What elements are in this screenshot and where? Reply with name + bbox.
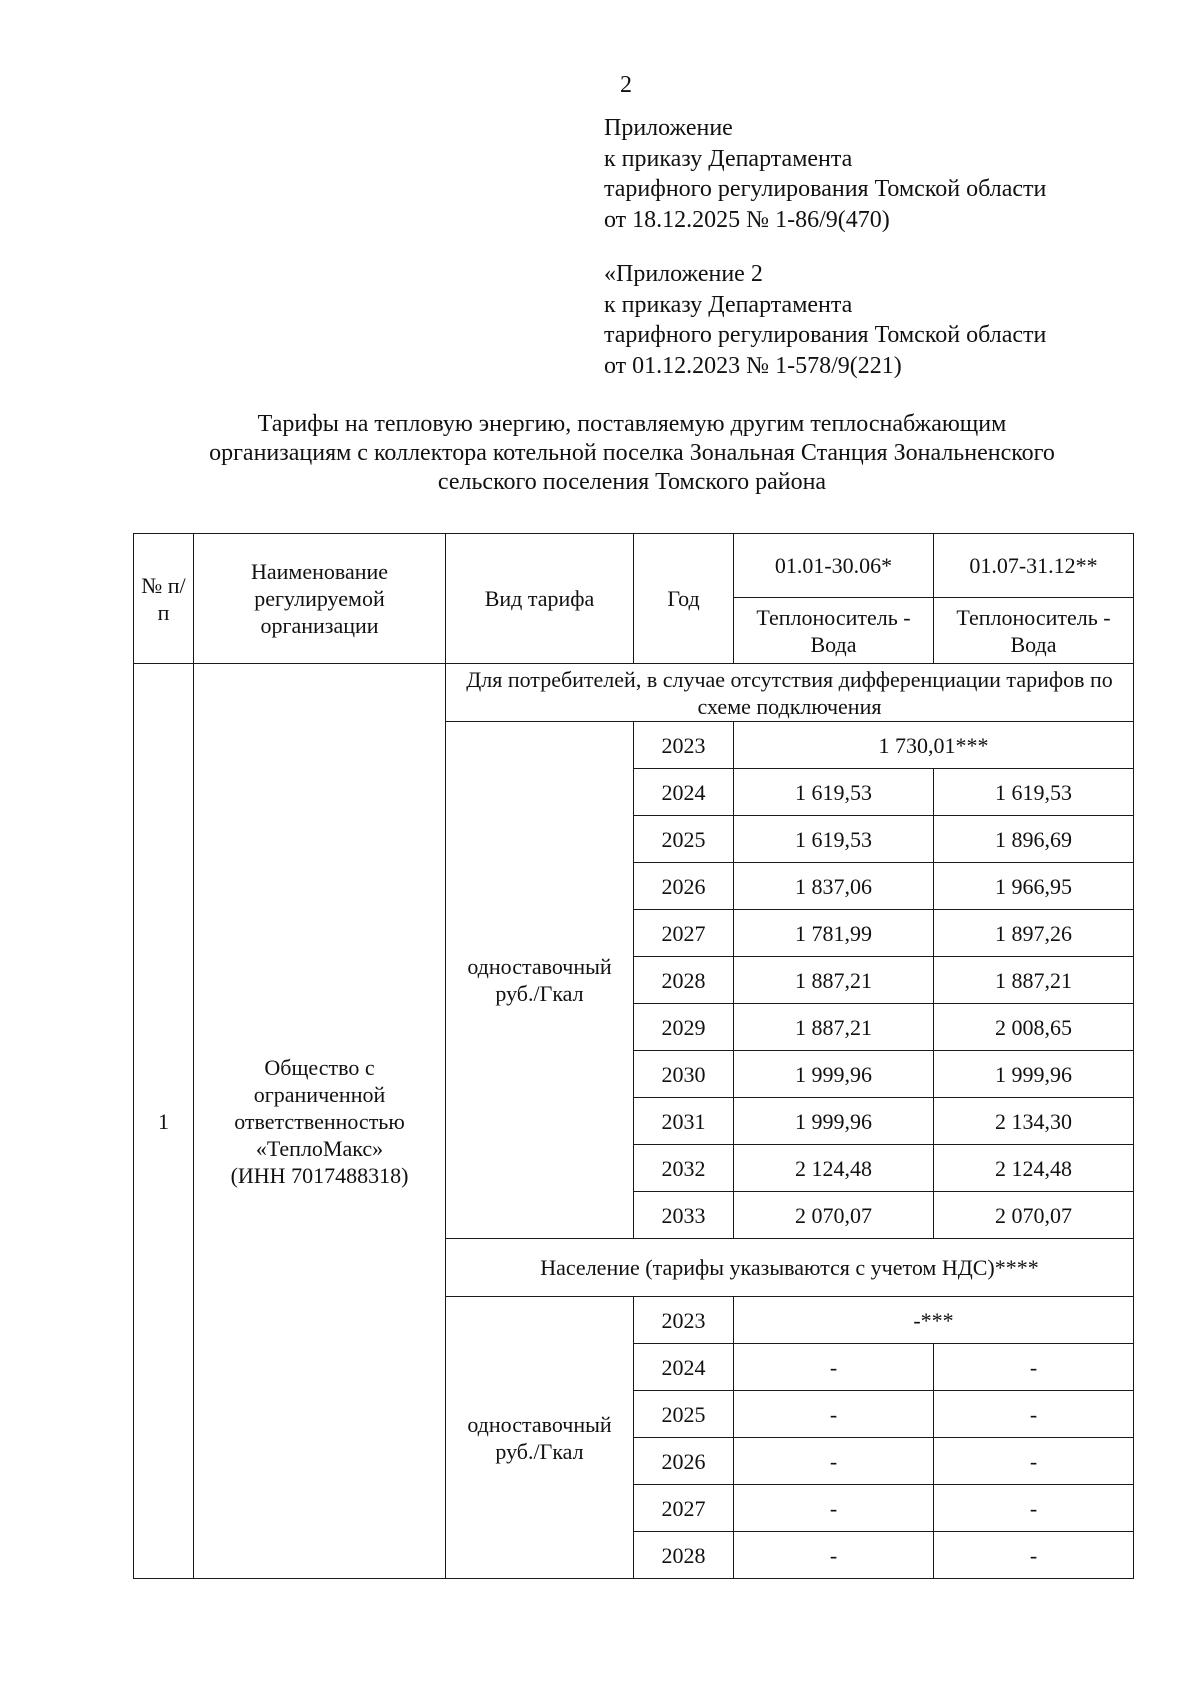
value-h1-cell: 1 887,21 (734, 957, 934, 1004)
value-h1-cell: 1 999,96 (734, 1098, 934, 1145)
header-tariff-type: Вид тарифа (446, 534, 634, 664)
value-h2-cell: 1 999,96 (934, 1051, 1134, 1098)
appendix-line: «Приложение 2 (604, 261, 763, 287)
year-cell: 2023 (634, 1297, 734, 1344)
value-h2-cell: 1 897,26 (934, 910, 1134, 957)
header-period-1: 01.01-30.06* (734, 534, 934, 598)
value-h2-cell: 1 887,21 (934, 957, 1134, 1004)
year-cell: 2026 (634, 1438, 734, 1485)
value-h1-cell: - (734, 1532, 934, 1579)
value-h2-cell: - (934, 1532, 1134, 1579)
value-h1-cell: 1 999,96 (734, 1051, 934, 1098)
appendix-line: тарифного регулирования Томской области (604, 176, 1047, 202)
year-cell: 2031 (634, 1098, 734, 1145)
header-carrier-1: Теплоноситель - Вода (734, 598, 934, 664)
value-h1-cell: 1 619,53 (734, 816, 934, 863)
quoted-appendix-header (604, 259, 1046, 381)
value-h1-cell: 1 837,06 (734, 863, 934, 910)
header-period-2: 01.07-31.12** (934, 534, 1134, 598)
value-h1-cell: 1 887,21 (734, 1004, 934, 1051)
value-h1-cell: 2 124,48 (734, 1145, 934, 1192)
title-line: сельского поселения Томского района (437, 469, 827, 495)
header-num: № п/п (134, 534, 194, 664)
org-line: «ТеплоМакс» (255, 1135, 384, 1161)
value-h2-cell: - (934, 1485, 1134, 1532)
section-title-consumers: Для потребителей, в случае отсутствия дифференциации тарифов по схеме подключения (446, 664, 1134, 722)
organization-cell (194, 664, 446, 1579)
value-h2-cell: 1 619,53 (934, 769, 1134, 816)
value-h2-cell: - (934, 1438, 1134, 1485)
org-line: Общество с (264, 1054, 375, 1080)
value-h1-cell: - (734, 1391, 934, 1438)
appendix-line: к приказу Департамента (604, 291, 853, 318)
year-cell: 2027 (634, 910, 734, 957)
value-h1-cell: 1 781,99 (734, 910, 934, 957)
value-h1-cell: 1 619,53 (734, 769, 934, 816)
value-h2-cell: 2 124,48 (934, 1145, 1134, 1192)
page-number: 2 (620, 72, 632, 98)
year-cell: 2030 (634, 1051, 734, 1098)
merged-value-cell: 1 730,01*** (734, 722, 1134, 769)
year-cell: 2026 (634, 863, 734, 910)
appendix-line: от 01.12.2023 № 1-578/9(221) (604, 352, 902, 379)
value-h2-cell: 1 966,95 (934, 863, 1134, 910)
year-cell: 2033 (634, 1192, 734, 1239)
year-cell: 2032 (634, 1145, 734, 1192)
year-cell: 2028 (634, 1532, 734, 1579)
tariff-type-cell: одноставочный руб./Гкал (446, 1297, 634, 1579)
year-cell: 2024 (634, 769, 734, 816)
value-h2-cell: 2 070,07 (934, 1192, 1134, 1239)
year-cell: 2025 (634, 1391, 734, 1438)
value-h2-cell: - (934, 1391, 1134, 1438)
document-title (100, 410, 1164, 497)
header-year: Год (634, 534, 734, 664)
year-cell: 2024 (634, 1344, 734, 1391)
org-line: ответственностью (234, 1108, 405, 1134)
year-cell: 2029 (634, 1004, 734, 1051)
appendix-header (604, 113, 1046, 235)
appendix-line: от 18.12.2025 № 1-86/9(470) (604, 206, 890, 233)
row-number-cell: 1 (134, 664, 194, 1579)
value-h2-cell: 2 008,65 (934, 1004, 1134, 1051)
value-h2-cell: 1 896,69 (934, 816, 1134, 863)
value-h2-cell: 2 134,30 (934, 1098, 1134, 1145)
year-cell: 2025 (634, 816, 734, 863)
value-h1-cell: - (734, 1438, 934, 1485)
org-line: ограниченной (253, 1081, 386, 1107)
appendix-line: к приказу Департамента (604, 145, 853, 172)
appendix-line: тарифного регулирования Томской области (604, 322, 1047, 348)
value-h2-cell: - (934, 1344, 1134, 1391)
year-cell: 2023 (634, 722, 734, 769)
year-cell: 2028 (634, 957, 734, 1004)
value-h1-cell: - (734, 1344, 934, 1391)
value-h1-cell: 2 070,07 (734, 1192, 934, 1239)
header-organization: Наименование регулируемой организации (194, 534, 446, 664)
merged-value-cell: -*** (734, 1297, 1134, 1344)
title-line: Тарифы на тепловую энергию, поставляемую другим теплоснабжающим (257, 411, 1007, 437)
title-line: организациям с коллектора котельной поселка Зональная Станция Зональненского (209, 440, 1055, 466)
header-carrier-2: Теплоноситель - Вода (934, 598, 1134, 664)
section-title-population: Население (тарифы указываются с учетом НДС)**** (446, 1239, 1134, 1297)
tariff-table (133, 533, 1134, 1579)
appendix-line: Приложение (604, 115, 733, 141)
org-line: (ИНН 7017488318) (230, 1162, 409, 1188)
year-cell: 2027 (634, 1485, 734, 1532)
value-h1-cell: - (734, 1485, 934, 1532)
tariff-type-cell: одноставочный руб./Гкал (446, 722, 634, 1239)
